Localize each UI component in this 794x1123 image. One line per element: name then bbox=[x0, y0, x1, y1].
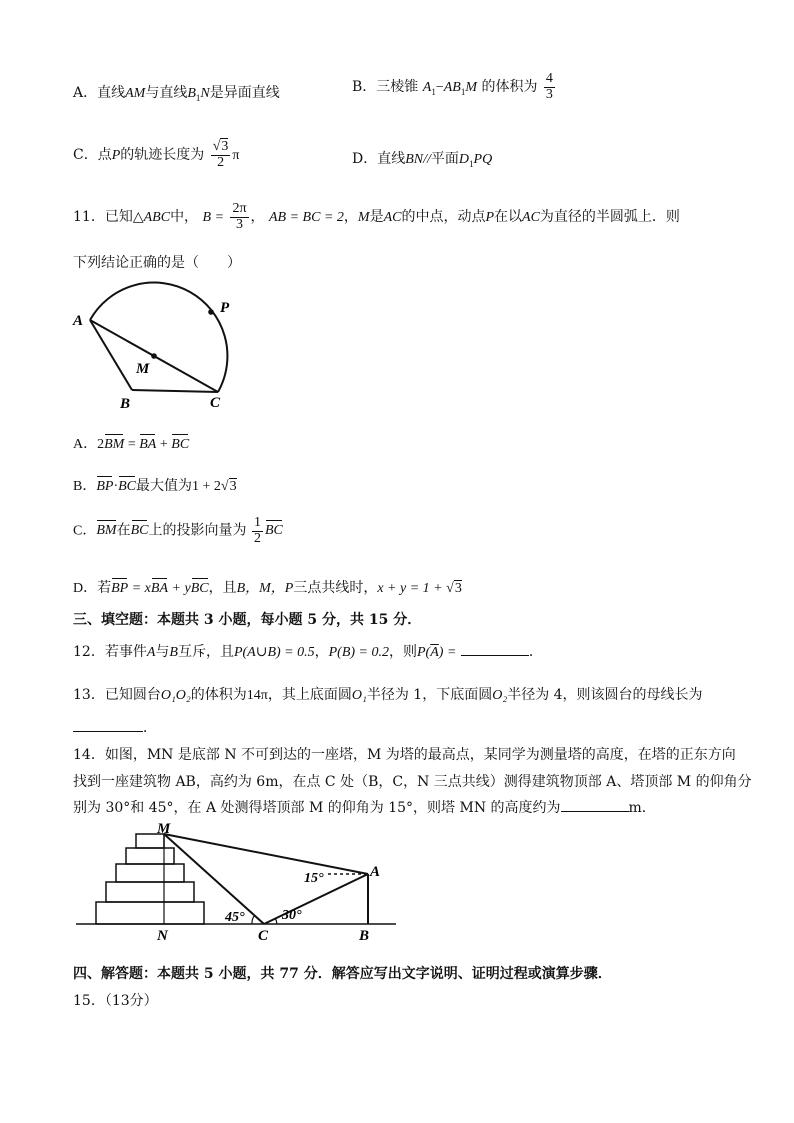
label-n: N bbox=[157, 928, 168, 942]
label-m: M bbox=[157, 821, 171, 837]
label-b: B bbox=[120, 396, 131, 410]
section-3-heading: 三、填空题：本题共 3 小题，每小题 5 分，共 15 分． bbox=[73, 612, 422, 628]
tower-tier-3 bbox=[116, 864, 184, 882]
q14-stem-line1: 14．如图，MN 是底部 N 不可到达的一座塔，M 为塔的最高点，某同学为测量塔的高度，在塔的正东方向 bbox=[73, 747, 736, 763]
q11-option-d: D．若BP = xBA + yBC，且B，M，P三点共线时，x + y = 1 + √3 bbox=[73, 580, 462, 596]
q14-stem-line3: 别为 30°和 45°，在 A 处测得塔顶部 M 的仰角为 15°，则塔 MN 的高度约为 m． bbox=[73, 800, 656, 816]
angle-arc-45 bbox=[252, 915, 255, 924]
q12-answer-blank[interactable] bbox=[461, 655, 529, 656]
tower-tier-1 bbox=[96, 902, 204, 924]
section-4-heading: 四、解答题：本题共 5 小题，共 77 分．解答应写出文字说明、证明过程或演算步骤． bbox=[73, 966, 612, 982]
q11-option-b: B．BP·BC最大值为1 + 2√3 bbox=[73, 478, 237, 494]
q14-answer-blank[interactable] bbox=[561, 811, 629, 812]
fraction-2pi-3: $\frac{2\pi}{3}$ bbox=[232, 201, 247, 232]
q12-stem: 12．若事件A与B互斥，且P(A∪B) = 0.5，P(B) = 0.2，则$P(\overline{A})$ = ． bbox=[73, 644, 543, 660]
q11-option-c: C．BM在BC上的投影向量为 $\frac{1}{2}$ BC bbox=[73, 515, 283, 546]
fraction-root3-2: $\frac{√3}{2}$ bbox=[212, 139, 229, 170]
label-c: C bbox=[258, 928, 269, 942]
q14-tower-figure bbox=[72, 818, 402, 942]
fraction-1-2: $\frac{1}{2}$ bbox=[253, 515, 261, 546]
q10-option-c: C．点P的轨迹长度为 $\frac{√3}{2}$ π bbox=[73, 139, 240, 170]
q15-label: 15．（13分） bbox=[73, 993, 158, 1009]
segment-ma bbox=[164, 834, 368, 874]
label-m: M bbox=[136, 361, 150, 377]
label-angle-15: 15° bbox=[304, 871, 324, 886]
label-b: B bbox=[359, 928, 370, 942]
q11-stem-line1: 11．已知△ABC中， B = $\frac{2\pi}{3}$ ， AB = BC = 2，M是AC的中点，动点P在以AC为直径的半圆弧上．则 bbox=[73, 201, 680, 232]
point-m bbox=[151, 353, 157, 359]
segment-mc bbox=[164, 834, 264, 924]
q11-option-a: A．2BM = BA + BC bbox=[73, 437, 190, 452]
q10-option-b: B．三棱锥 $A_1-AB_1M$ 的体积为 $\frac{4}{3}$ bbox=[352, 71, 553, 102]
q11-semicircle-figure bbox=[70, 280, 240, 410]
segment-ab bbox=[90, 320, 132, 390]
q10-option-d: D．直线BN//平面$D_1PQ$ bbox=[352, 151, 493, 169]
q13-answer-line: ． bbox=[73, 717, 157, 737]
tower-tier-4 bbox=[126, 848, 174, 864]
segment-bc bbox=[132, 390, 218, 392]
label-a: A bbox=[73, 313, 84, 329]
label-p: P bbox=[220, 300, 230, 316]
fraction-4-3: $\frac{4}{3}$ bbox=[545, 71, 553, 102]
tower-tier-2 bbox=[106, 882, 194, 902]
point-p bbox=[208, 309, 214, 315]
label-angle-45: 45° bbox=[225, 910, 245, 925]
semicircle-arc bbox=[90, 283, 227, 392]
label-c: C bbox=[210, 395, 221, 410]
q10-option-a: A．直线AM与直线$B_1N$是异面直线 bbox=[73, 85, 280, 103]
q13-stem: 13．已知圆台O₁O₂的体积为14π，其上底面圆O₁半径为 1，下底面圆O₂半径为 4，则该圆台的母线长为 bbox=[73, 687, 703, 703]
label-angle-30: 30° bbox=[282, 908, 302, 923]
q14-stem-line2: 找到一座建筑物 AB，高约为 6m，在点 C 处（B，C，N 三点共线）测得建筑物顶部 A、塔顶部 M 的仰角分 bbox=[73, 774, 752, 790]
q13-answer-blank[interactable] bbox=[73, 731, 143, 732]
q11-stem-line2: 下列结论正确的是（ ） bbox=[73, 255, 241, 271]
label-a: A bbox=[370, 864, 381, 880]
